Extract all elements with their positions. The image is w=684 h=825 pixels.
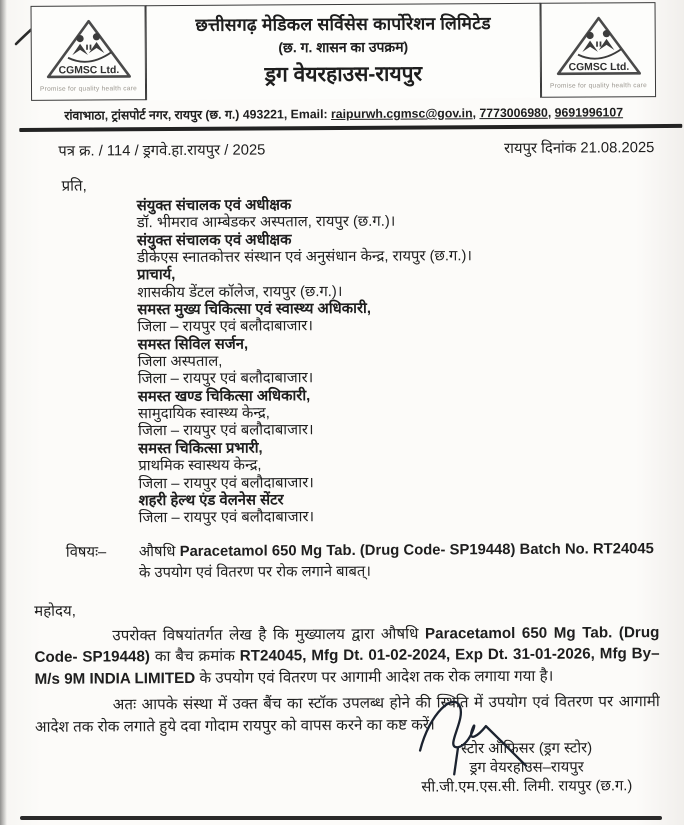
logo-tagline: Promise for quality health care <box>549 82 648 90</box>
letter-number: पत्र क्र. / 114 / ड्रगवे.हा.रायपुर / 2025 <box>58 142 266 160</box>
para1-seg: का बैच क्रमांक <box>149 647 240 666</box>
recipient-line: समस्त खण्ड चिकित्सा अधिकारी, <box>137 387 311 406</box>
address-line <box>31 103 656 124</box>
para1-drug-name: Paracetamol 650 Mg Tab. (Drug Code- SP19448) <box>34 623 660 667</box>
para1-batch-detail: RT24045, Mfg Dt. 01-02-2024, Exp Dt. 31-01-2026, Mfg By– M/s 9M INDIA LIMITED <box>34 645 660 688</box>
letterhead <box>31 2 657 101</box>
phone-number-2: 9691996107 <box>554 105 624 120</box>
recipient-line: समस्त सिविल सर्जन, <box>137 336 249 353</box>
recipient-line: सामुदायिक स्वास्थ्य केन्द्र, <box>137 405 270 423</box>
letterhead-title-block <box>146 3 542 100</box>
recipient-list <box>137 195 659 528</box>
recipient-line: डीकेएस स्नातकोत्तर संस्थान एवं अनुसंधान केन्द्र, रायपुर (छ.ग.)। <box>137 248 473 267</box>
subject-text <box>139 539 654 584</box>
recipient-line: जिला – रायपुर एवं बलौदाबाजार। <box>138 422 314 440</box>
recipient-line: संयुक्त संचालक एवं अधीक्षक <box>136 197 292 215</box>
logo-text: CGMSC Ltd. <box>568 61 629 74</box>
cgmsc-logo-right <box>541 2 657 98</box>
subject-seg: के उपयोग एवं वितरण पर रोक लगाने बाबत्। <box>138 563 371 581</box>
address-text: रांवाभाठा, ट्रांसपोर्ट नगर, रायपुर (छ. ग.) 493221, Email: <box>64 107 332 123</box>
phone-number-1: 7773006980 <box>479 105 548 121</box>
page-bottom-divider <box>20 816 662 821</box>
recipient-line: जिला अस्पताल, <box>137 353 223 371</box>
cgmsc-triangle-icon <box>36 15 140 88</box>
signature-area <box>35 739 660 796</box>
body-paragraph-2: अतः आपके संस्था में उक्त बैंच का स्टॉक उपलब्ध होने की स्थिति में उपयोग एवं वितरण पर आगामी आदेश तक रोक लगाते हुये दवा गोदाम रायपुर को वापस करने का कष्ट करें। <box>34 693 660 736</box>
recipient-line: प्राथमिक स्वास्थय केन्द्र, <box>138 457 262 475</box>
cgmsc-triangle-icon <box>546 12 650 85</box>
subject-seg: औषधि <box>138 543 180 560</box>
address-separator: , <box>547 105 555 120</box>
recipient-line: डॉ. भीमराव आम्बेडकर अस्पताल, रायपुर (छ.ग.)। <box>136 214 396 232</box>
para1-seg: के उपयोग एवं वितरण पर आगामी आदेश तक रोक लगाया गया है। <box>195 667 554 687</box>
subject-drug-detail: Paracetamol 650 Mg Tab. (Drug Code- SP19448) Batch No. RT24045 <box>179 540 654 560</box>
org-subtitle: (छ. ग. शासन का उपक्रम) <box>278 38 409 56</box>
org-name: छत्तीसगढ़ मेडिकल सर्विसेस कार्पोरेशन लिमिटेड <box>195 13 491 35</box>
para1-seg: उपरोक्त विषयांतर्गत लेख है कि मुख्यालय द्वारा औषधि <box>112 625 426 644</box>
recipient-line: जिला – रायपुर एवं बलौदाबाजार। <box>137 370 314 388</box>
subject-label: विषयः– <box>65 543 107 561</box>
recipient-line: प्राचार्य, <box>137 267 176 284</box>
office-name: ड्रग वेयरहाउस-रायपुर <box>264 62 423 87</box>
logo-tagline: Promise for quality health care <box>39 85 138 93</box>
header-divider <box>19 124 682 132</box>
subject-row <box>34 539 659 585</box>
recipient-line: जिला – रायपुर एवं बलौदाबाजार। <box>138 474 314 492</box>
signature-block <box>421 739 632 799</box>
signatory-office: ड्रग वेयरहाउस–रायपुर <box>469 759 584 777</box>
recipient-line: समस्त चिकित्सा प्रभारी, <box>138 440 263 458</box>
email-text: raipurwh.cgmsc@gov.in <box>330 106 473 122</box>
recipient-line: शासकीय डेंटल कॉलेज, रायपुर (छ.ग.)। <box>137 283 343 301</box>
signatory-org: सी.जी.एम.एस.सी. लिमी. रायपुर (छ.ग.) <box>421 778 633 796</box>
address-separator: , <box>472 106 480 121</box>
letter-meta <box>31 137 656 161</box>
recipient-line: शहरी हेल्थ एंड वेलनेस सेंटर <box>138 492 284 510</box>
to-label: प्रति, <box>61 177 87 195</box>
signatory-designation: स्टोर ऑफिसर (ड्रग स्टोर) <box>460 739 593 757</box>
recipient-line: संयुक्त संचालक एवं अधीक्षक <box>136 231 292 249</box>
cgmsc-logo-left <box>31 5 147 101</box>
place-and-date: रायपुर दिनांक 21.08.2025 <box>504 140 655 158</box>
body-paragraph-1 <box>34 622 659 691</box>
recipient-line: जिला – रायपुर एवं बलौदाबाजार। <box>137 318 313 336</box>
recipient-line: जिला – रायपुर एवं बलौदाबाजार। <box>138 509 315 527</box>
logo-text: CGMSC Ltd. <box>58 65 119 77</box>
salutation: महोदय, <box>34 602 76 620</box>
recipient-line: समस्त मुख्य चिकित्सा एवं स्वास्थ्य अधिकारी, <box>137 300 372 319</box>
